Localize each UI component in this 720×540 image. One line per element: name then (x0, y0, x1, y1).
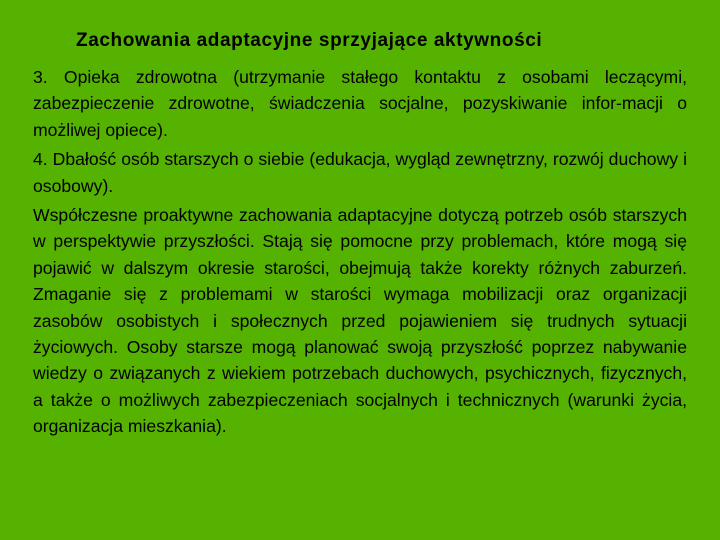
paragraph-self-care: 4. Dbałość osób starszych o siebie (edukacja, wygląd zewnętrzny, rozwój duchowy i osobowy). (33, 149, 687, 196)
paragraph-health-care: 3. Opieka zdrowotna (utrzymanie stałego kontaktu z osobami leczącymi, zabezpieczenie zdrowotne, świadczenia socjalne, pozyskiwanie infor-macji o możliwej opiece). (33, 67, 687, 140)
slide-body (33, 64, 687, 440)
slide-title: Zachowania adaptacyjne sprzyjające aktywności (76, 30, 543, 51)
paragraph-proactive-behaviors: Współczesne proaktywne zachowania adaptacyjne dotyczą potrzeb osób starszych w perspektywie przyszłości. Stają się pomocne przy problemach, które mogą się pojawić w dalszym okresie starości, obejmują także korekty różnych zaburzeń. Zmaganie się z problemami w starości wymaga mobilizacji oraz organizacji zasobów osobistych i społecznych przed pojawieniem się trudnych sytuacji życiowych. Osoby starsze mogą planować swoją przyszłość poprzez nabywanie wiedzy o związanych z wiekiem potrzebach duchowych, psychicznych, fizycznych, a także o możliwych zabezpieczeniach socjalnych i technicznych (warunki życia, organizacja mieszkania). (33, 205, 687, 437)
